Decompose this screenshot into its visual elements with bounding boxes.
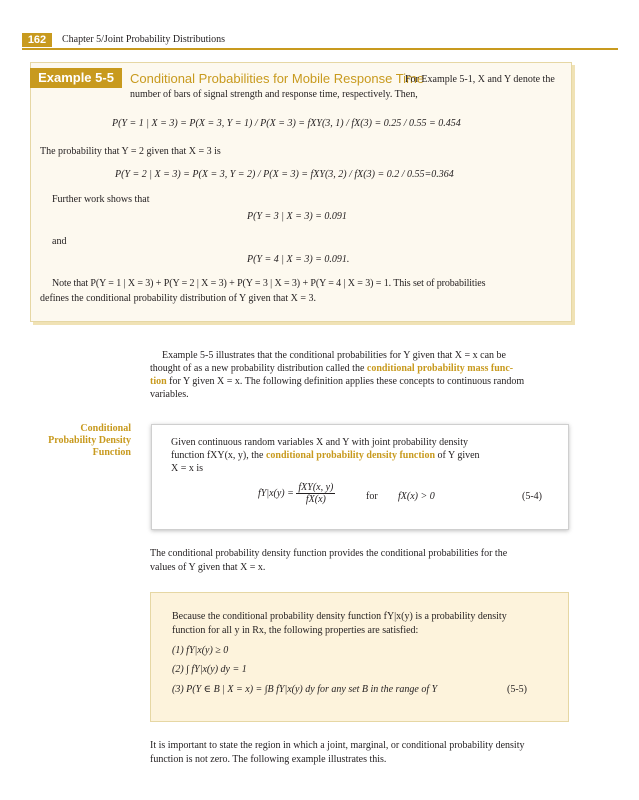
example-tab: Example 5-5 <box>30 68 122 88</box>
margin-label-line-1: Conditional <box>80 423 131 434</box>
page-number: 162 <box>22 33 52 47</box>
definition-text-b-pre: function fXY(x, y), the <box>171 450 266 461</box>
paragraph-1-text: thought of as a new probability distribution called the <box>150 363 367 374</box>
definition-text-b-post: of Y given <box>435 450 480 461</box>
definition-text-c: X = x is <box>171 463 204 474</box>
formula-lhs: fY|x(y) = <box>258 487 294 499</box>
paragraph-3-line-a: It is important to state the region in which a joint, marginal, or conditional probability density <box>150 740 525 751</box>
paragraph-1-line-a: Example 5-5 illustrates that the conditional probabilities for Y given that X = x can be <box>162 350 506 361</box>
property-1: (1) fY|x(y) ≥ 0 <box>172 645 229 656</box>
formula-denominator: fX(x) <box>305 494 326 505</box>
paragraph-1-line-b <box>150 363 513 374</box>
example-line-3: Further work shows that <box>52 194 150 205</box>
margin-label-line-2: Probability Density <box>48 435 131 446</box>
paragraph-2-line-b: values of Y given that X = x. <box>150 562 266 573</box>
running-head: Chapter 5/Joint Probability Distributions <box>62 34 226 45</box>
properties-intro-b: function for all y in Rx, the following properties are satisfied: <box>172 625 419 636</box>
equation-number-5-4: (5-4) <box>522 491 542 502</box>
term-conditional-pmf: conditional probability mass func- <box>366 363 514 374</box>
equation-2: P(Y = 2 | X = 3) = P(X = 3, Y = 2) / P(X = 3) = fXY(3, 2) / fX(3) = 0.2 / 0.55=0.364 <box>115 169 454 180</box>
formula-for: for <box>366 491 378 502</box>
paragraph-2-line-a: The conditional probability density function provides the conditional probabilities for the <box>150 548 508 559</box>
term-conditional-pdf: conditional probability density function <box>265 450 436 461</box>
example-title: Conditional Probabilities for Mobile Response Time <box>130 71 425 86</box>
properties-intro-a: Because the conditional probability density function fY|x(y) is a probability density <box>172 611 507 622</box>
example-intro-b: number of bars of signal strength and response time, respectively. Then, <box>130 89 418 100</box>
formula-condition: fX(x) > 0 <box>398 491 435 502</box>
definition-margin-label <box>30 423 131 459</box>
example-line-2: The probability that Y = 2 given that X = 3 is <box>40 146 221 157</box>
definition-text-a: Given continuous random variables X and Y with joint probability density <box>171 437 468 448</box>
example-intro-a: For Example 5-1, X and Y denote the <box>405 74 555 85</box>
definition-text-b <box>171 450 480 461</box>
formula-fraction <box>296 482 335 505</box>
equation-4: P(Y = 4 | X = 3) = 0.091. <box>247 254 350 265</box>
paragraph-1-line-d: variables. <box>150 389 189 400</box>
paragraph-1-line-c <box>150 376 524 387</box>
equation-3: P(Y = 3 | X = 3) = 0.091 <box>247 211 347 222</box>
formula-numerator: fXY(x, y) <box>298 482 334 493</box>
example-note-b: defines the conditional probability distribution of Y given that X = 3. <box>40 293 316 304</box>
equation-1: P(Y = 1 | X = 3) = P(X = 3, Y = 1) / P(X = 3) = fXY(3, 1) / fX(3) = 0.25 / 0.55 = 0.454 <box>112 118 461 129</box>
header-rule <box>22 48 618 50</box>
property-3: (3) P(Y ∈ B | X = x) = ∫B fY|x(y) dy for any set B in the range of Y <box>172 684 438 695</box>
paragraph-1-text-c: for Y given X = x. The following definition applies these concepts to continuous random <box>166 376 525 387</box>
term-conditional-pmf-end: tion <box>150 376 167 387</box>
paragraph-3-line-b: function is not zero. The following example illustrates this. <box>150 754 387 765</box>
equation-number-5-5: (5-5) <box>507 684 527 695</box>
example-note-a: Note that P(Y = 1 | X = 3) + P(Y = 2 | X = 3) + P(Y = 3 | X = 3) + P(Y = 4 | X = 3) = 1. This set of probabilities <box>52 278 486 289</box>
property-2: (2) ∫ fY|x(y) dy = 1 <box>172 664 247 675</box>
formula-5-4 <box>258 482 335 505</box>
margin-label-line-3: Function <box>92 447 131 458</box>
example-line-4: and <box>52 236 67 247</box>
